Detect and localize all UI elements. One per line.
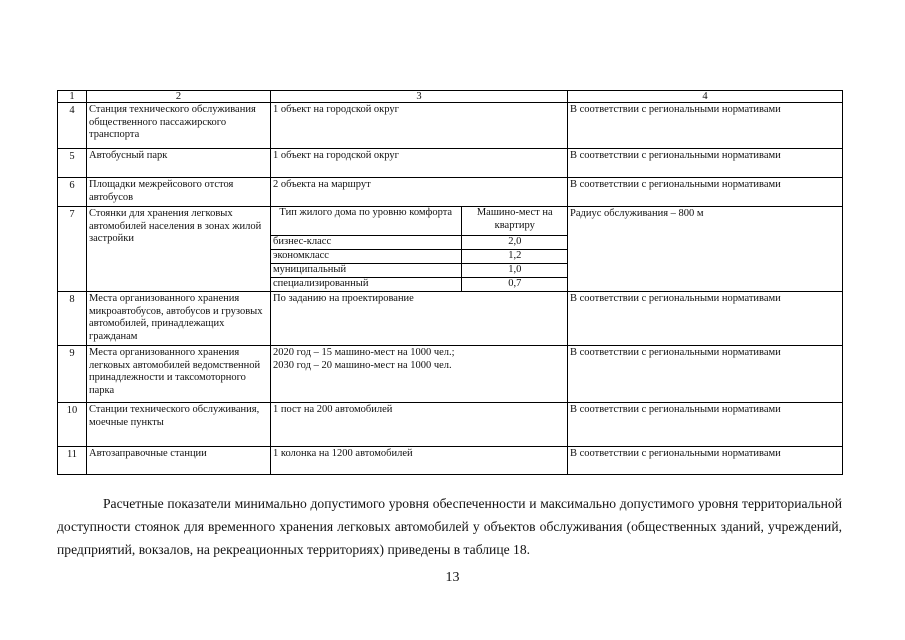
table-row [58, 346, 843, 403]
norm-value: 1 объект на городской округ [271, 103, 568, 149]
row-number: 5 [58, 149, 87, 178]
housing-type: муниципальный [271, 263, 461, 277]
facility-name: Стоянки для хранения легковых автомобилей населения в зонах жилой застройки [87, 207, 271, 292]
row-number: 8 [58, 292, 87, 346]
norm-value: 1 объект на городской округ [271, 149, 568, 178]
row-number: 11 [58, 447, 87, 475]
norm-value: По заданию на проектирование [271, 292, 568, 346]
subtable-header: Машино-мест на квартиру [461, 207, 568, 235]
facility-name: Автозаправочные станции [87, 447, 271, 475]
norm-value: 1 пост на 200 автомобилей [271, 403, 568, 447]
header-cell: 2 [87, 91, 271, 103]
subtable-row [271, 235, 568, 249]
header-cell: 4 [568, 91, 843, 103]
norms-table [57, 90, 843, 475]
housing-type: бизнес-класс [271, 235, 461, 249]
comfort-subtable-cell [271, 207, 568, 292]
row-number: 10 [58, 403, 87, 447]
norm-line-2030: 2030 год – 20 машино-мест на 1000 чел. [273, 359, 452, 371]
subtable-row [271, 249, 568, 263]
facility-name: Места организованного хранения микроавтобусов, автобусов и грузовых автомобилей, принадлежащих гражданам [87, 292, 271, 346]
norm-value [271, 346, 568, 403]
norm-line-2020: 2020 год – 15 машино-мест на 1000 чел.; [273, 347, 455, 358]
row-number: 4 [58, 103, 87, 149]
subtable-row [271, 263, 568, 277]
housing-type: специализированный [271, 277, 461, 291]
table-row [58, 207, 843, 292]
subtable-header-row [271, 207, 568, 235]
service-radius: В соответствии с региональными нормативами [568, 178, 843, 207]
row-number: 7 [58, 207, 87, 292]
subtable-header: Тип жилого дома по уровню комфорта [271, 207, 461, 235]
spaces-per-apartment: 1,0 [461, 263, 568, 277]
service-radius: В соответствии с региональными нормативами [568, 292, 843, 346]
facility-name: Станции технического обслуживания, моечные пункты [87, 403, 271, 447]
service-radius: В соответствии с региональными нормативами [568, 103, 843, 149]
comfort-subtable [271, 207, 568, 291]
body-paragraph: Расчетные показатели минимально допустимого уровня обеспеченности и максимально допустимого уровня территориальной доступности стоянок для временного хранения легковых автомобилей у объектов обслуживания (общественных зданий, учреждений, предприятий, вокзалов, на рекреационных территориях) приведены в таблице 18. [57, 496, 842, 557]
spaces-per-apartment: 2,0 [461, 235, 568, 249]
subtable-row [271, 277, 568, 291]
table-header-row [58, 91, 843, 103]
header-cell: 3 [271, 91, 568, 103]
service-radius: В соответствии с региональными нормативами [568, 346, 843, 403]
table-row [58, 103, 843, 149]
table-row [58, 178, 843, 207]
table-row [58, 447, 843, 475]
facility-name: Места организованного хранения легковых автомобилей ведомственной принадлежности и таксомоторного парка [87, 346, 271, 403]
service-radius: В соответствии с региональными нормативами [568, 149, 843, 178]
table-row [58, 403, 843, 447]
service-radius: Радиус обслуживания – 800 м [568, 207, 843, 292]
facility-name: Площадки межрейсового отстоя автобусов [87, 178, 271, 207]
service-radius: В соответствии с региональными нормативами [568, 447, 843, 475]
housing-type: экономкласс [271, 249, 461, 263]
spaces-per-apartment: 1,2 [461, 249, 568, 263]
facility-name: Станция технического обслуживания общественного пассажирского транспорта [87, 103, 271, 149]
spaces-per-apartment: 0,7 [461, 277, 568, 291]
norm-value: 1 колонка на 1200 автомобилей [271, 447, 568, 475]
service-radius: В соответствии с региональными нормативами [568, 403, 843, 447]
norm-value: 2 объекта на маршрут [271, 178, 568, 207]
row-number: 6 [58, 178, 87, 207]
facility-name: Автобусный парк [87, 149, 271, 178]
row-number: 9 [58, 346, 87, 403]
page-number: 13 [445, 570, 460, 585]
table-row [58, 292, 843, 346]
header-cell: 1 [58, 91, 87, 103]
table-row [58, 149, 843, 178]
